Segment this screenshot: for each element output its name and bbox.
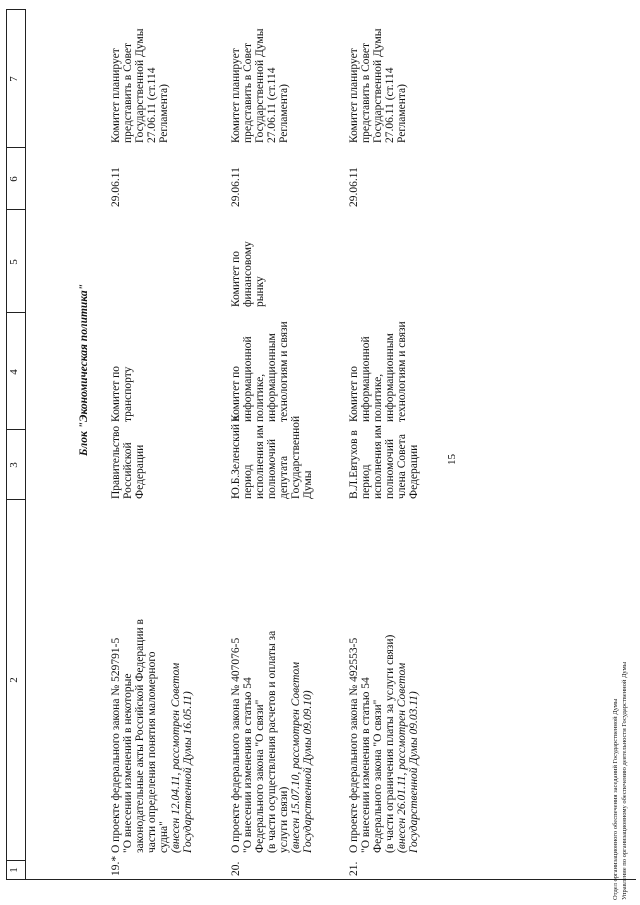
row-21-date: 29.06.11 [348,167,360,207]
block-title: Блок "Экономическая политика" [78,284,90,457]
row-20-bill-note: (внесен 15.07.10, рассмотрен Советом Государственной Думы 09.09.10) [290,661,314,853]
row-19-author: Правительство Российской Федерации [110,425,146,499]
row-19-bill-title: О проекте федерального закона № 529791-5 "О внесении изменений в некоторые законодательные акты Российской Федерации в части определения понятия маломерного судна" [110,619,170,853]
table-left-border [6,879,636,880]
table-right-border [6,9,26,10]
col-divider-5 [6,209,26,210]
col-divider-3 [6,429,26,430]
row-20-bill-title: О проекте федерального закона № 407076-5 "О внесении изменения в статью 54 Федерального закона "О связи" (в части осуществления расчетов и оплаты за услуги связи) [230,630,290,853]
row-21-plan: Комитет планирует представить в Совет Государственной Думы 27.06.11 (ст.114 Регламента) [348,28,408,143]
col-divider-6 [6,147,26,148]
row-20-committee: Комитет по информационной политике, информационным технологиям и связи [230,321,290,422]
header-top-line [6,10,7,880]
footer-department: Отдел организационного обеспечения заседаний Государственной Думы [612,698,619,900]
row-19-plan: Комитет планирует представить в Совет Государственной Думы 27.06.11 (ст.114 Регламента) [110,28,170,143]
row-21-committee: Комитет по информационной политике, информационным технологиям и связи [348,321,408,422]
col-number-7: 7 [8,76,20,82]
row-20-plan: Комитет планирует представить в Совет Государственной Думы 27.06.11 (ст.114 Регламента) [230,28,290,143]
row-20-bill [230,503,314,853]
row-20-co-committee: Комитет по финансовому рынку [230,241,266,307]
col-number-2: 2 [8,677,20,683]
col-number-3: 3 [8,462,20,468]
col-number-6: 6 [8,176,20,182]
row-21-author: В.Л.Евтухов в период исполнения им полномочий члена Совета Федерации [348,425,420,499]
row-19-date: 29.06.11 [110,167,122,207]
col-number-1: 1 [8,867,20,873]
row-21-number: 21. [348,861,360,876]
row-19-bill [110,503,194,853]
row-20-author: Ю.Б.Зеленский в период исполнения им полномочий депутата Государственной Думы [230,415,314,499]
col-divider-2 [6,499,26,500]
col-divider-4 [6,312,26,313]
col-number-4: 4 [8,369,20,375]
row-19-bill-note: (внесен 12.04.11, рассмотрен Советом Государственной Думы 16.05.11) [170,662,194,853]
header-bottom-line [25,10,26,880]
row-19-committee: Комитет по транспорту [110,366,134,422]
row-20-date: 29.06.11 [230,167,242,207]
row-19-number: 19.* [110,855,122,876]
col-number-5: 5 [8,259,20,265]
row-21-bill-title: О проекте федерального закона № 492553-5 "О внесении изменения в статью 54 Федерального закона "О связи" (в части ограничения платы за услуги связи) [348,634,396,853]
row-21-bill-note: (внесен 26.01.11, рассмотрен Советом Государственной Думы 09.03.11) [396,662,420,853]
page-number: 15 [446,454,458,465]
row-21-bill [348,503,420,853]
footer-directorate: Управление по организационному обеспечению деятельности Государственной Думы [621,661,628,900]
row-20-number: 20. [230,861,242,876]
